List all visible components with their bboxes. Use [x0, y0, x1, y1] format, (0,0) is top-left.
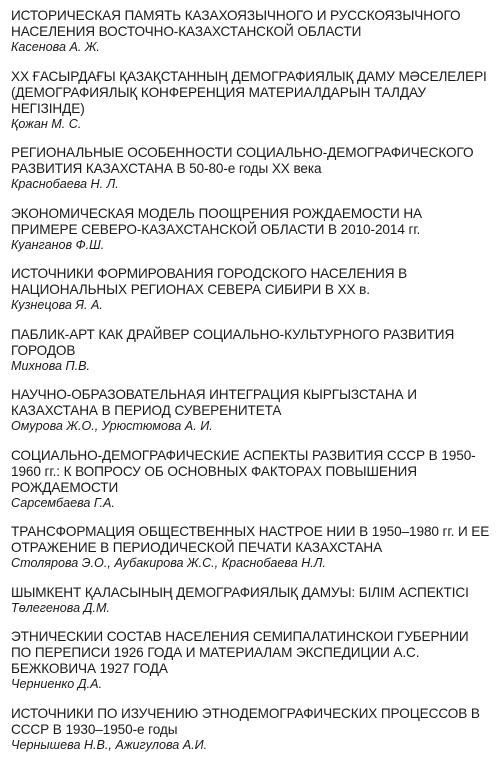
list-item	[11, 629, 491, 692]
article-title: ЭКОНОМИЧЕСКАЯ МОДЕЛЬ ПООЩРЕНИЯ РОЖДАЕМОСТИ НА ПРИМЕРЕ СЕВЕРО-КАЗАХСТАНСКОЙ ОБЛАСТИ В 2010-2014 гг.	[11, 205, 423, 237]
list-item	[11, 145, 491, 192]
list-item	[11, 327, 491, 374]
article-author: Төлегенова Д.М.	[11, 600, 110, 615]
table-of-contents	[11, 8, 491, 766]
article-author: Кузнецова Я. А.	[11, 298, 103, 312]
article-author: Сарсембаева Г.А.	[11, 495, 115, 510]
article-author: Омурова Ж.О., Урюстюмова А. И.	[11, 419, 213, 433]
list-item	[11, 585, 491, 616]
article-author: Столярова Э.О., Аубакирова Ж.С., Краснобаева Н.Л.	[11, 556, 326, 570]
list-item	[11, 206, 491, 253]
article-title: ИСТОРИЧЕСКАЯ ПАМЯТЬ КАЗАХОЯЗЫЧНОГО И РУССКОЯЗЫЧНОГО НАСЕЛЕНИЯ ВОСТОЧНО-КАЗАХСТАНСКОЙ ОБЛАСТИ	[11, 8, 461, 39]
article-author: Қожан М. С.	[11, 116, 82, 131]
article-title: ТРАНСФОРМАЦИЯ ОБЩЕСТВЕННЫХ НАСТРОЕ НИИ В 1950–1980 гг. И ЕЕ ОТРАЖЕНИЕ В ПЕРИОДИЧЕСКОЙ ПЕЧАТИ КАЗАХСТАНА	[11, 524, 490, 555]
article-author: Черниенко Д.А.	[11, 677, 103, 691]
list-item	[11, 387, 491, 434]
list-item	[11, 8, 491, 55]
article-title: ХХ ҒАСЫРДАҒЫ ҚАЗАҚСТАННЫҢ ДЕМОГРАФИЯЛЫҚ ДАМУ МӘСЕЛЕЛЕРІ (ДЕМОГРАФИЯЛЫҚ КОНФЕРЕНЦИЯ МАТЕРИАЛДАРЫН ТАЛДАУ НЕГІЗІНДЕ)	[11, 68, 487, 116]
list-item	[11, 69, 491, 132]
list-item	[11, 706, 491, 753]
article-title: НАУЧНО-ОБРАЗОВАТЕЛЬНАЯ ИНТЕГРАЦИЯ КЫРГЫЗСТАНА И КАЗАХСТАНА В ПЕРИОД СУВЕРЕНИТЕТА	[11, 387, 417, 418]
article-author: Куанганов Ф.Ш.	[11, 237, 105, 252]
article-author: Касенова А. Ж.	[11, 40, 100, 54]
list-item	[11, 266, 491, 313]
article-author: Чернышева Н.В., Ажигулова А.И.	[11, 737, 208, 752]
list-item	[11, 524, 491, 571]
article-title: СОЦИАЛЬНО-ДЕМОГРАФИЧЕСКИЕ АСПЕКТЫ РАЗВИТИЯ СССР В 1950-1960 гг.: К ВОПРОСУ ОБ ОСНОВНЫХ ФАКТОРАХ ПОВЫШЕНИЯ РОЖДАЕМОСТИ	[11, 447, 476, 495]
article-title: РЕГИОНАЛЬНЫЕ ОСОБЕННОСТИ СОЦИАЛЬНО-ДЕМОГРАФИЧЕСКОГО РАЗВИТИЯ КАЗАХСТАНА В 50-80-е годы ХХ века	[11, 145, 474, 176]
list-item	[11, 448, 491, 511]
article-title: ШЫМКЕНТ ҚАЛАСЫНЫҢ ДЕМОГРАФИЯЛЫҚ ДАМУЫ: БІЛІМ АСПЕКТІСІ	[11, 584, 469, 600]
article-title: ИСТОЧНИКИ ПО ИЗУЧЕНИЮ ЭТНОДЕМОГРАФИЧЕСКИХ ПРОЦЕССОВ В СССР В 1930–1950-е годы	[11, 705, 480, 737]
article-author: Краснобаева Н. Л.	[11, 177, 119, 191]
article-title: ИСТОЧНИКИ ФОРМИРОВАНИЯ ГОРОДСКОГО НАСЕЛЕНИЯ В НАЦИОНАЛЬНЫХ РЕГИОНАХ СЕВЕРА СИБИРИ В ХХ в.	[11, 266, 408, 297]
article-title: ПАБЛИК-АРТ КАК ДРАЙВЕР СОЦИАЛЬНО-КУЛЬТУРНОГО РАЗВИТИЯ ГОРОДОВ	[11, 326, 455, 358]
article-author: Михнова П.В.	[11, 358, 91, 373]
article-title: ЭТНИЧЕСКИИ СОСТАВ НАСЕЛЕНИЯ СЕМИПАЛАТИНСКОИ ГУБЕРНИИ ПО ПЕРЕПИСИ 1926 ГОДА И МАТЕРИАЛАМ ЭКСПЕДИЦИИ А.С. БЕЖКОВИЧА 1927 ГОДА	[11, 629, 469, 676]
